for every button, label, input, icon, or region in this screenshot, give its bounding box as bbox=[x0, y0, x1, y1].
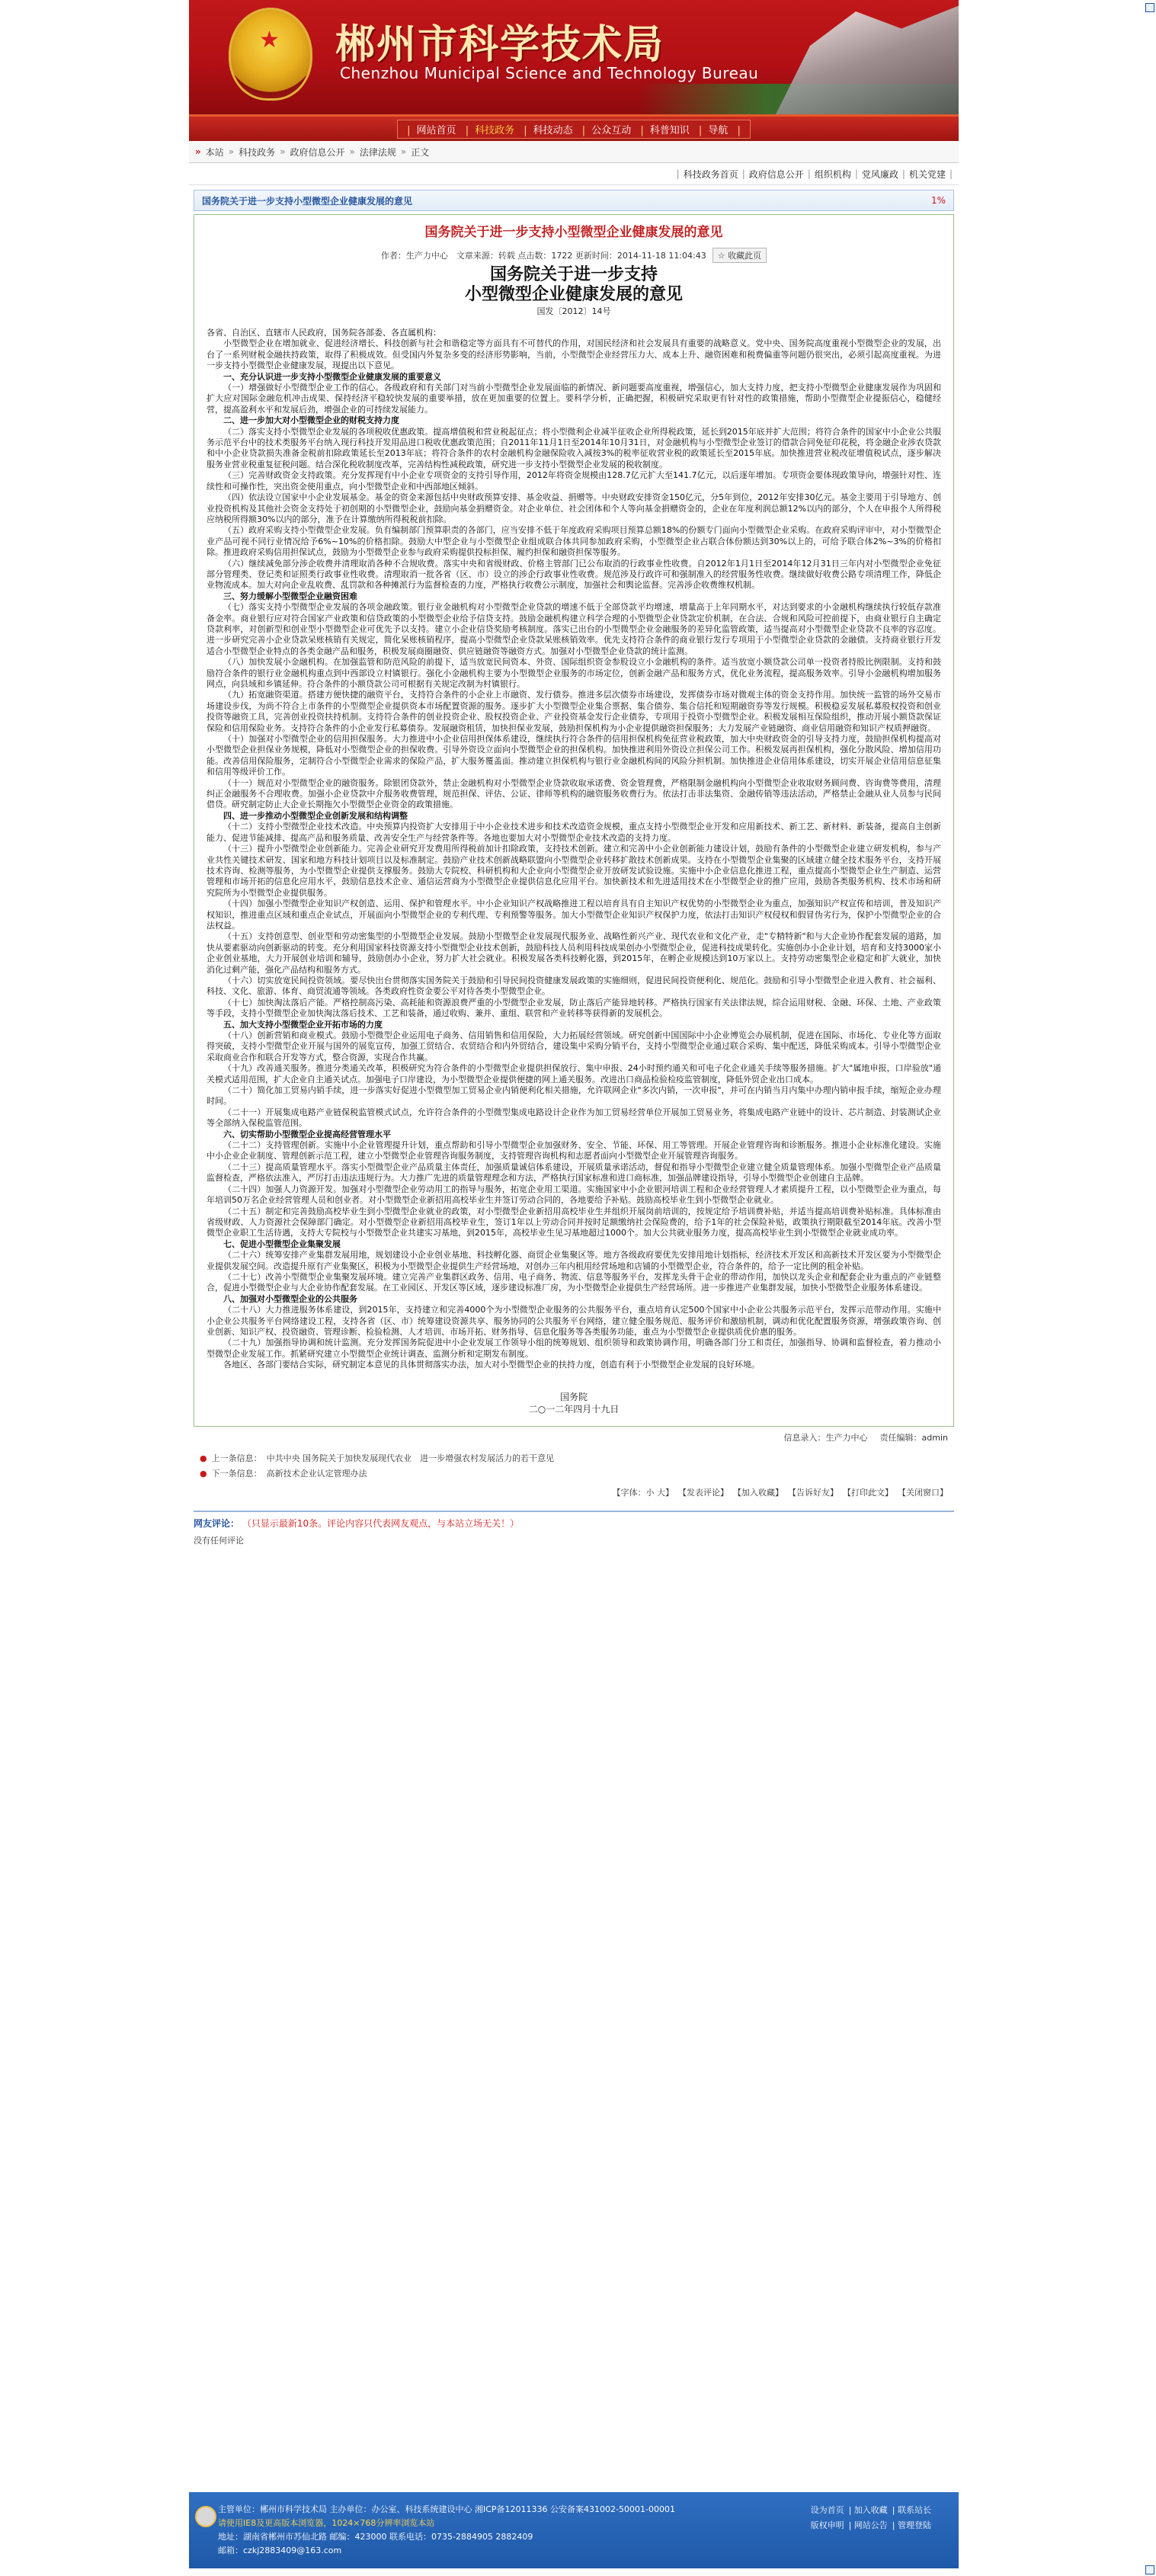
close-window-button[interactable]: 【关闭窗口】 bbox=[898, 1487, 948, 1498]
subnav-item-affairs-home[interactable]: 科技政务首页 bbox=[683, 168, 738, 180]
nav-item-news[interactable]: 科技动态 bbox=[533, 124, 573, 136]
article-paragraph: （二十）简化加工贸易内销手续，进一步落实好促进小型微型加工贸易企业内销便利化相关措施，允许联网企业"多次内销，一次申报"，并可在内销当月内集中办理内销申报手续，缩短企业办理时间。 bbox=[207, 1085, 941, 1107]
article-paragraph: （十七）加快淘汰落后产能。严格控制高污染、高耗能和资源浪费严重的小型微型企业发展，防止落后产能异地转移。严格执行国家有关法律法规，综合运用财税、金融、环保、土地、产业政策等手段，支持小型微型企业加快淘汰落后技术、工艺和装备，通过收购、兼并、重组、联营和产业转移等获得新的发展机会。 bbox=[207, 997, 941, 1019]
article-paragraph: （九）拓宽融资渠道。搭建方便快捷的融资平台，支持符合条件的小企业上市融资、发行债券。推进多层次债券市场建设，发挥债券市场对微观主体的资金支持作用。加快统一监管的场外交易市场建设步伐，为尚不符合上市条件的小型微型企业提供资本市场配置资源的服务。逐步扩大小型微型企业集合票据、集合债券、集合信托和短期融资券等发行规模。积极稳妥发展私募股权投资和创业投资等融资工具，完善创业投资扶持机制。支持符合条件的创业投资企业、股权投资企业、产业投资基金发行企业债券，专项用于投资小型微型企业。积极发展相互保险组织，推动开展小额贷款保证保险和信用保险业务。支持符合条件的小企业发行私募债券。发展融资租赁，加快担保业发展，鼓励担保机构为小企业提供融资担保服务；大力发展产业链融资、商业信用融资和知识产权质押融资。 bbox=[207, 690, 941, 733]
prev-label: 上一条信息： bbox=[211, 1453, 262, 1463]
article-paragraph: （二十四）加强人力资源开发。加强对小型微型企业劳动用工的指导与服务，拓宽企业用工渠道。实施国家中小企业银河培训工程和企业经营管理人才素质提升工程，以小型微型企业为重点，每年培训50万名企业经营管理人员和创业者。对小型微型企业新招用高校毕业生并签订劳动合同的，各地要给予补贴。鼓励高校毕业生到小型微型企业就业。 bbox=[207, 1184, 941, 1206]
site-footer bbox=[189, 2492, 959, 2568]
article-body bbox=[194, 317, 953, 1379]
nav-item-interaction[interactable]: 公众互动 bbox=[591, 124, 632, 136]
article-paragraph: （十五）支持创意型、创业型和劳动密集型的小型微型企业发展。鼓励小型微型企业发展现代服务业、战略性新兴产业、现代农业和文化产业，走"专精特新"和与大企业协作配套发展的道路，加快从要素驱动向创新驱动的转变。充分利用国家科技资源支持小型微型企业技术创新，鼓励科技人员利用科技成果创办小型微型企业，促进科技成果转化。实施创办小企业计划，培育和支持3000家小企业创业基地，大力开展创业培训和辅导，鼓励创办小企业，努力扩大社会就业。积极发展各类科技孵化器，到2015年，在孵企业规模达到10万家以上。支持劳动密集型企业稳定和扩大就业，加快消化过剩产能，强化产品结构和服务方式。 bbox=[207, 931, 941, 975]
article-paragraph: 各省、自治区、直辖市人民政府，国务院各部委、各直属机构： bbox=[207, 328, 441, 338]
signature-issuer: 国务院 bbox=[559, 1391, 588, 1402]
prev-next-links bbox=[194, 1451, 954, 1482]
police-badge-icon[interactable] bbox=[195, 2506, 216, 2527]
article-head bbox=[194, 215, 953, 317]
site-title-en: Chenzhou Municipal Science and Technology Bureau bbox=[340, 64, 759, 82]
next-article-link[interactable]: 高新技术企业认定管理办法 bbox=[266, 1468, 367, 1479]
article-info-line bbox=[194, 1431, 954, 1443]
section-heading: 一、充分认识进一步支持小型微型企业健康发展的重要意义 bbox=[223, 371, 441, 382]
nav-item-affairs[interactable]: 科技政务 bbox=[475, 124, 515, 136]
bullet-icon: ● bbox=[200, 1453, 207, 1463]
article-paragraph: （五）政府采购支持小型微型企业发展。负有编制部门预算职责的各部门，应当安排不低于年度政府采购项目预算总额18%的份额专门面向小型微型企业采购。在政府采购评审中，对小型微型企业产品可视不同行业情况给予6%~10%的价格扣除。鼓励大中型企业与小型微型企业组成联合体共同参加政府采购，小型微型企业占联合体份额达到30%以上的，可给予联合体2%~3%的价格扣除。推进政府采购信用担保试点，鼓励为小型微型企业参与政府采购提供投标担保、履约担保和融资担保等服务。 bbox=[207, 525, 941, 558]
bullet-icon: ● bbox=[200, 1468, 207, 1479]
section-heading: 二、进一步加大对小型微型企业的财税支持力度 bbox=[223, 415, 399, 426]
article-signature bbox=[194, 1391, 953, 1415]
main-nav-inner: | 网站首页 | 科技政务 | 科技动态 | 公众互动 | 科普知识 | 导航 | bbox=[397, 120, 751, 139]
print-button[interactable]: 【打印此文】 bbox=[843, 1487, 893, 1498]
article-paragraph: （十八）创新营销和商业模式。鼓励小型微型企业运用电子商务、信用销售和信用保险，大力拓展经营领域。研究创新中国国际中小企业博览会办展机制，促进在国际、市场化、专业化等方面取得突破，支持小型微型企业开展与国外的展览宣传，加强工贸结合、农贸结合和内外贸结合，建设集中采购分销平台，支持小型微型企业通过联合采购、集中配送，降低采购成本。引导小型微型企业采取商业合作和联合开发等方式，整合资源，实现合作共赢。 bbox=[207, 1030, 941, 1062]
article-paragraph: （二十七）改善小型微型企业集聚发展环境。建立完善产业集群区政务、信用、电子商务、物流、信息等服务平台，发挥龙头骨干企业的带动作用，加快以龙头企业和配套企业为重点的产业链整合，促进小型微型企业与大企业协作配套发展。在工业园区、开发区等区域，逐步建设标准厂房，为小型微型企业提供生产经营场所。进一步推进产业集群发展，加快小型微型企业服务体系建设。 bbox=[207, 1271, 941, 1293]
article-paragraph: （六）继续减免部分涉企收费并清理取消各种不合规收费。落实中央和省级财政、价格主管部门已公布取消的行政事业性收费。自2012年1月1日至2014年12月31日三年内对小型微型企业免征部分管理类、登记类和证照类行政事业性收费。清理取消一批各省（区、市）设立的涉企行政事业性收费。规范涉及行政许可和强制准入的经营服务性收费。继续做好收费公路专项清理工作，降低企业物流成本。加大对向企业乱收费、乱罚款和各种摊派行为监督检查的力度，严格执行收费公示制度，加强社会和舆论监督。完善涉企收费维权机制。 bbox=[207, 558, 941, 591]
subnav-item-disclosure[interactable]: 政府信息公开 bbox=[748, 168, 804, 180]
subnav-item-organization[interactable]: 组织机构 bbox=[814, 168, 851, 180]
article-paragraph: （十二）支持小型微型企业技术改造。中央预算内投资扩大安排用于中小企业技术进步和技术改造资金规模，重点支持小型微型企业开发和应用新技术、新工艺、新材料、新装备，提高自主创新能力、促进节能减排、提高产品和服务质量、改善安全生产与经营条件等。各地也要加大对小型微型企业技术改造的支持力度。 bbox=[207, 822, 941, 843]
breadcrumb-item-disclosure[interactable]: 政府信息公开 bbox=[290, 146, 345, 158]
article-paragraph: （七）落实支持小型微型企业发展的各项金融政策。银行业金融机构对小型微型企业贷款的增速不低于全部贷款平均增速，增量高于上年同期水平，对达到要求的小金融机构继续执行较低存款准备金率。商业银行应对符合国家产业政策和信贷政策的小型微型企业给予信贷支持。鼓励金融机构建立科学合理的小型微型企业贷款定价机制，在合法、合规和风险可控前提下，由商业银行自主确定贷款利率，对创新型和创业型小型微型企业可优先予以支持。建立小企业信贷奖励考核制度。落实已出台的小型微型企业金融服务的差异化监管政策，适当提高对小型微型企业贷款不良率的容忍度。进一步研究完善小企业贷款呆账核销有关规定，简化呆账核销程序，提高小型微型企业贷款呆账核销效率。优先支持符合条件的商业银行发行专项用于小型微型企业贷款的金融债。支持商业银行开发适合小型微型企业特点的各类金融产品和服务，积极发展商圈融资、供应链融资等融资方式。加强对小型微型企业贷款的统计监测。 bbox=[207, 602, 941, 656]
breadcrumb-arrow-icon: » bbox=[195, 146, 201, 157]
article-paragraph: 各地区、各部门要结合实际，研究制定本意见的具体贯彻落实办法，加大对小型微型企业的扶持力度，创造有利于小型微型企业发展的良好环境。 bbox=[223, 1360, 760, 1370]
breadcrumb-item-site[interactable]: 本站 bbox=[205, 146, 224, 158]
add-favorite-button[interactable]: 【加入收藏】 bbox=[733, 1487, 783, 1498]
article-paragraph: （二十三）提高质量管理水平。落实小型微型企业产品质量主体责任，加强质量诚信体系建设，开展质量承诺活动，督促和指导小型微型企业建立健全质量管理体系。加强小型微型企业产品质量监督检查，严格依法准入，严厉打击违法违规行为。大力推广先进的质量管理理念和方法，严格执行国家标准和进口商标准，加强品牌建设指导，引导小型微型企业创建自主品牌。 bbox=[207, 1161, 941, 1184]
article-title: 国务院关于进一步支持小型微型企业健康发展的意见 bbox=[424, 225, 723, 240]
article-paragraph: （十四）加强小型微型企业知识产权创造、运用、保护和管理水平。中小企业知识产权战略推进工程以培育具有自主知识产权优势的小型微型企业为重点，加强知识产权宣传和培训，普及知识产权知识，推进重点区域和重点企业试点，开展面向小型微型企业的专利代理、专利预警等服务。加大小型微型企业知识产权保护力度，依法打击知识产权侵权和假冒伪劣行为，保护小型微型企业的合法权益。 bbox=[207, 899, 941, 931]
nav-item-home[interactable]: 网站首页 bbox=[416, 124, 456, 136]
scroll-down-arrow-icon[interactable] bbox=[1145, 2565, 1154, 2574]
document-title-line1: 国务院关于进一步支持 bbox=[489, 264, 658, 284]
article-toolbar bbox=[194, 1486, 954, 1498]
comments-section bbox=[194, 1511, 954, 1546]
site-banner bbox=[189, 0, 959, 114]
article-paragraph: （二十六）统筹安排产业集群发展用地，规划建设小企业创业基地、科技孵化器、商贸企业集聚区等。地方各级政府要优先安排用地计划指标，经济技术开发区和高新技术开发区要为小型微型企业提供发展空间。改造提升原有产业集聚区，积极为小型微型企业提供生产经营场地，对创办三年内租用经营场地和店铺的小型微型企业，符合条件的，给予一定比例的租金补贴。 bbox=[207, 1250, 941, 1271]
breadcrumb: » 本站 » 科技政务 » 政府信息公开 » 法律法规 » 正文 bbox=[189, 141, 959, 163]
nav-item-knowledge[interactable]: 科普知识 bbox=[649, 124, 690, 136]
sub-nav: | 科技政务首页 | 政府信息公开 | 组织机构 | 党风廉政 | 机关党建 | bbox=[189, 163, 959, 185]
breadcrumb-item-affairs[interactable]: 科技政务 bbox=[239, 146, 276, 158]
footer-line-3: 地址：湖南省郴州市苏仙北路 邮编：423000 联系电话：0735-2884905 2882409 bbox=[218, 2532, 533, 2542]
article-paragraph: （一）增强做好小型微型企业工作的信心。各级政府和有关部门对当前小型微型企业发展面临的新情况、新问题要高度重视，增强信心，加大支持力度，把支持小型微型企业健康发展作为巩固和扩大应对国际金融危机冲击成果、保持经济平稳较快发展的重要举措，放在更加重要的位置上。要科学分析，正确把握，积极研究采取更有针对性的政策措施，帮助小型微型企业提振信心，稳健经营，提高盈利水平和发展后劲，增强企业的可持续发展能力。 bbox=[207, 383, 941, 415]
section-heading: 三、努力缓解小型微型企业融资困难 bbox=[223, 591, 357, 601]
article-box bbox=[194, 214, 954, 1427]
article-tip-bar bbox=[194, 190, 954, 211]
footer-link-contact[interactable]: 联系站长 bbox=[898, 2505, 931, 2515]
comments-label: 网友评论： bbox=[194, 1517, 240, 1529]
favorite-button[interactable]: ☆ 收藏此页 bbox=[712, 248, 767, 263]
section-heading: 七、促进小型微型企业集聚发展 bbox=[223, 1238, 341, 1249]
footer-link-homepage[interactable]: 设为首页 bbox=[810, 2505, 844, 2515]
footer-info bbox=[218, 2503, 675, 2558]
comments-notice-link[interactable]: （只显示最新10条。评论内容只代表网友观点，与本站立场无关！） bbox=[242, 1517, 520, 1529]
article-meta-text: 作者：生产力中心 文章来源：转载 点击数：1722 更新时间：2014-11-18 11:04:43 bbox=[380, 251, 706, 261]
subnav-item-party[interactable]: 机关党建 bbox=[908, 168, 946, 180]
prev-article bbox=[194, 1451, 954, 1466]
article-paragraph: （二十二）支持管理创新。实施中小企业管理提升计划，重点帮助和引导小型微型企业加强财务、安全、节能、环保、用工等管理。开展企业管理咨询和诊断服务。推进小企业标准化建设。实施中小企业企业制度、管理创新示范工程，建立小型微型企业管理咨询服务制度，支持管理咨询机构和志愿者面向小型微型企业开展管理咨询服务。 bbox=[207, 1140, 941, 1161]
article-paragraph: （二十五）制定和完善鼓励高校毕业生到小型微型企业就业的政策，对小型微型企业新招用高校毕业生并组织开展岗前培训的，按规定给予培训费补贴，并适当提高培训费补贴标准。具体标准由省级财政、人力资源社会保障部门确定。对小型微型企业新招用高校毕业生，签订1年以上劳动合同并按时足额缴纳社会保险费的，给予1年的社会保险补贴，政策执行期限截至2014年底。改善小型微型企业职工生活待遇，支持大专院校与小型微型企业共建实习基地，到2015年，高校毕业生见习基地超过1000个。加大公共就业服务力度，提高高校毕业生到小型微型企业就业成功率。 bbox=[207, 1206, 941, 1238]
article-paragraph: （十）加强对小型微型企业的信用担保服务。大力推进中小企业信用担保体系建设，继续执行符合条件的信用担保机构免征营业税政策，加大中央财政资金的引导支持力度，鼓励担保机构提高对小型微型企业担保业务规模，降低对小型微型企业的担保收费。引导外资设立面向小型微型企业的担保机构。加快推进利用外资设立担保公司工作。积极发展再担保机构，强化分散风险、增加信用功能。改善信用保险服务，定制符合小型微型企业需求的保险产品，扩大服务覆盖面。推动建立担保机构与银行业金融机构间的风险分担机制。加快推进企业信用体系建设，切实开展企业信用信息征集和信用等级评价工作。 bbox=[207, 734, 941, 777]
next-article bbox=[194, 1466, 954, 1482]
document-number: 国发〔2012〕14号 bbox=[536, 306, 611, 316]
section-heading: 六、切实帮助小型微型企业提高经营管理水平 bbox=[223, 1129, 391, 1139]
footer-line-1: 主管单位：郴州市科学技术局 主办单位：办公室、科技系统建设中心 湘ICP备12011336 公安备案431002-50001-00001 bbox=[218, 2504, 675, 2514]
article-paragraph: （十六）切实放宽民间投资领域。要尽快出台贯彻落实国务院关于鼓励和引导民间投资健康发展政策的实施细则，促进民间投资便利化、规范化。鼓励和引导小型微型企业进入教育、社会福利、科技、文化、旅游、体育、商贸流通等领域。各类政府性资金要公平对待各类小型微型企业。 bbox=[207, 975, 941, 997]
page-container bbox=[189, 0, 959, 2555]
article-paragraph: （二十九）加强指导协调和统计监测。充分发挥国务院促进中小企业发展工作领导小组的统筹规划、组织领导和政策协调作用，明确各部门分工和责任，加强指导、协调和监督检查，着力推动小型微型企业发展工作。抓紧研究建立小型微型企业统计调查、监测分析和定期发布制度。 bbox=[207, 1338, 941, 1359]
article-paragraph: （三）完善财政资金支持政策。充分发挥现有中小企业专项资金的支持引导作用，2012年将资金规模由128.7亿元扩大至141.7亿元，以后逐年增加。专项资金要体现政策导向，增强针对性、连续性和可操作性，突出资金使用重点，向小型微型企业和中西部地区倾斜。 bbox=[207, 470, 941, 492]
info-source: 信息录入：生产力中心 bbox=[783, 1432, 868, 1443]
section-heading: 五、加大支持小型微型企业开拓市场的力度 bbox=[223, 1019, 383, 1030]
footer-line-2: 请使用IE8及更高版本浏览器，1024×768分辨率浏览本站 bbox=[218, 2518, 435, 2528]
signature-date: 二○一二年四月十九日 bbox=[528, 1403, 620, 1415]
article-paragraph: （二十一）开展集成电路产业链保税监管模式试点，允许符合条件的小型微型集成电路设计企业作为加工贸易经营单位开展加工贸易业务，将集成电路产业链中的设计、芯片制造、封装测试企业等全部纳入保税监管范围。 bbox=[207, 1107, 941, 1129]
footer-line-4: 邮箱：czkj2883409@163.com bbox=[218, 2546, 342, 2555]
article-paragraph: （十三）提升小型微型企业创新能力。完善企业研究开发费用所得税前加计扣除政策，支持技术创新。建立和完善中小企业创新能力建设计划，鼓励有条件的小型微型企业建立研发机构，参与产业共性关键技术研发、国家和地方科技计划项目以及标准制定。鼓励产业技术创新战略联盟向小型微型企业转移扩散技术创新成果。支持在小型微型企业集聚的区域建立健全技术服务平台，支持开展技术咨询、检测等服务，为小型微型企业提供支撑服务。鼓励大专院校、科研机构和大企业向小型微型企业开放研发试验设施。实施中小企业信息化推进工程，重点提高小型微型企业生产制造、运营管理和市场开拓的信息化应用水平，鼓励信息技术企业、通信运营商为小型微型企业提供信息化应用平台。加快新技术和先进适用技术在小型微型企业的推广应用，鼓励各类服务机构、技术市场和研究院所为小型微型企业提供服务。 bbox=[207, 844, 941, 898]
footer-link-favorite[interactable]: 加入收藏 bbox=[853, 2505, 888, 2515]
breadcrumb-item-laws[interactable]: 法律法规 bbox=[359, 146, 396, 158]
article-paragraph: （二）落实支持小型微型企业发展的各项税收优惠政策。提高增值税和营业税起征点；将小型微利企业减半征收企业所得税政策，延长到2015年底并扩大范围；将符合条件的国家中小企业公共服务示范平台中的技术类服务平台纳入现行科技开发用品进口税收优惠政策范围；自2011年11月1日至2014年10月31日，对金融机构与小型微型企业签订的借款合同免征印花税，将金融企业涉农贷款和中小企业贷款损失准备金税前扣除政策延长至2013年底；将符合条件的农村金融机构金融保险收入减按3%的税率征收营业税的政策延长至2015年底。加快推进营业税改征增值税试点，逐步解决服务业营业税重复征税问题。结合深化税收制度改革，完善结构性减税政策，研究进一步支持小型微型企业发展的税收制度。 bbox=[207, 426, 941, 469]
prev-article-link[interactable]: 中共中央 国务院关于加快发展现代农业 进一步增强农村发展活力的若干意见 bbox=[266, 1453, 555, 1463]
footer-link-login[interactable]: 管理登陆 bbox=[898, 2520, 931, 2530]
breadcrumb-item-current: 正文 bbox=[411, 146, 430, 158]
national-emblem-icon bbox=[229, 8, 312, 101]
tell-friend-button[interactable]: 【告诉好友】 bbox=[788, 1487, 838, 1498]
subnav-item-integrity[interactable]: 党风廉政 bbox=[861, 168, 898, 180]
article-paragraph: （四）依法设立国家中小企业发展基金。基金的资金来源包括中央财政预算安排、基金收益、捐赠等。中央财政安排资金150亿元，分5年到位，2012年安排30亿元。基金主要用于引导地方、创业投资机构及其他社会资金支持处于初创期的小型微型企业，鼓励向基金捐赠资金。对企业单位、社会团体和个人等向基金捐赠资金的，企业在年度利润总额12%以内的部分，个人在申报个人所得税应纳税所得额30%以内的部分，准予在计算缴纳所得税税前扣除。 bbox=[207, 492, 941, 524]
tip-title: 国务院关于进一步支持小型微型企业健康发展的意见 bbox=[202, 195, 413, 207]
font-size-button[interactable]: 【字体：小 大】 bbox=[612, 1487, 674, 1498]
article-paragraph: （十一）规范对小型微型企业的融资服务。除银团贷款外，禁止金融机构对小型微型企业贷款收取承诺费、资金管理费，严格限制金融机构向小型微型企业收取财务顾问费、咨询费等费用，清理纠正金融服务不合理收费。加强小企业贷款中介服务收费管理，规范担保、评估、公证、律师等机构的融资服务收费行为。依法打击非法集资、金融传销等违法活动，严格禁止金融从业人员参与民间借贷。研究制定防止大企业长期拖欠小型微型企业资金的政策措施。 bbox=[207, 777, 941, 810]
footer-link-copyright[interactable]: 版权申明 bbox=[810, 2520, 844, 2530]
scroll-up-arrow-icon[interactable] bbox=[1145, 3, 1154, 12]
section-heading: 八、加强对小型微型企业的公共服务 bbox=[223, 1293, 357, 1304]
article-meta bbox=[194, 248, 953, 263]
footer-links: 设为首页 | 加入收藏 | 联系站长 版权申明 | 网站公告 | 管理登陆 bbox=[810, 2505, 931, 2530]
main-nav bbox=[189, 114, 959, 141]
favorite-label: 收藏此页 bbox=[728, 251, 762, 261]
section-heading: 四、进一步推动小型微型企业创新发展和结构调整 bbox=[223, 810, 408, 821]
footer-link-notice[interactable]: 网站公告 bbox=[853, 2520, 888, 2530]
tip-percent: 1% bbox=[930, 195, 946, 206]
document-title-line2: 小型微型企业健康发展的意见 bbox=[464, 284, 683, 304]
info-editor: 责任编辑：admin bbox=[879, 1432, 948, 1443]
article-paragraph: （二十八）大力推进服务体系建设，到2015年，支持建立和完善4000个为小型微型企业服务的公共服务平台，重点培育认定500个国家中小企业公共服务示范平台，发挥示范带动作用。实施中小企业公共服务平台网络建设工程，支持各省（区、市）统筹建设资源共享、服务协同的公共服务平台网络，建立健全服务规范、服务评价和激励机制，调动和优化配置服务资源，增强政策咨询、创业创新、知识产权、投资融资、管理诊断、检验检测、人才培训、市场开拓、财务指导、信息化服务等各类服务功能，重点为小型微型企业提供质优价惠的服务。 bbox=[207, 1305, 941, 1337]
nav-item-guide[interactable]: 导航 bbox=[708, 124, 729, 136]
site-title-cn: 郴州市科学技术局 bbox=[335, 21, 665, 68]
post-comment-button[interactable]: 【发表评论】 bbox=[678, 1487, 729, 1498]
article-paragraph: （八）加快发展小金融机构。在加强监管和防范风险的前提下，适当放宽民间资本、外资、国际组织资金参股设立小金融机构的条件。适当放宽小额贷款公司单一投资者持股比例限制。支持和鼓励符合条件的银行业金融机构重点到中西部设立村镇银行。强化小金融机构主要为小型微型企业服务的市场定位，创新金融产品和服务方式，优化业务流程，提高服务效率。引导小金融机构增加服务网点，向县域和乡镇延伸。符合条件的小额贷款公司可根据有关规定改制为村镇银行。 bbox=[207, 657, 941, 689]
comments-empty: 没有任何评论 bbox=[194, 1535, 244, 1546]
article-paragraph: （十九）改善通关服务。推进分类通关改革，积极研究为符合条件的小型微型企业提供担保放行、集中申报、24小时预约通关和可电子化企业通关手续等服务措施。扩大"属地申报，口岸验放"通关模式适用范围，扩大企业自主通关试点。加强电子口岸建设，为小型微型企业提供便捷的网上通关服务。改进出口商品检验检疫监管制度，降低外贸企业出口成本。 bbox=[207, 1063, 941, 1085]
next-label: 下一条信息： bbox=[211, 1468, 262, 1479]
article-paragraph: 小型微型企业在增加就业、促进经济增长、科技创新与社会和谐稳定等方面具有不可替代的作用，对国民经济和社会发展具有重要的战略意义。党中央、国务院高度重视小型微型企业的发展，出台了一系列财税金融扶持政策，取得了积极成效。但受国内外复杂多变的经济形势影响，当前，小型微型企业经营压力大、成本上升、融资困难和税费偏重等问题仍很突出，必须引起高度重视。为进一步支持小型微型企业健康发展，现提出以下意见。 bbox=[207, 338, 941, 371]
